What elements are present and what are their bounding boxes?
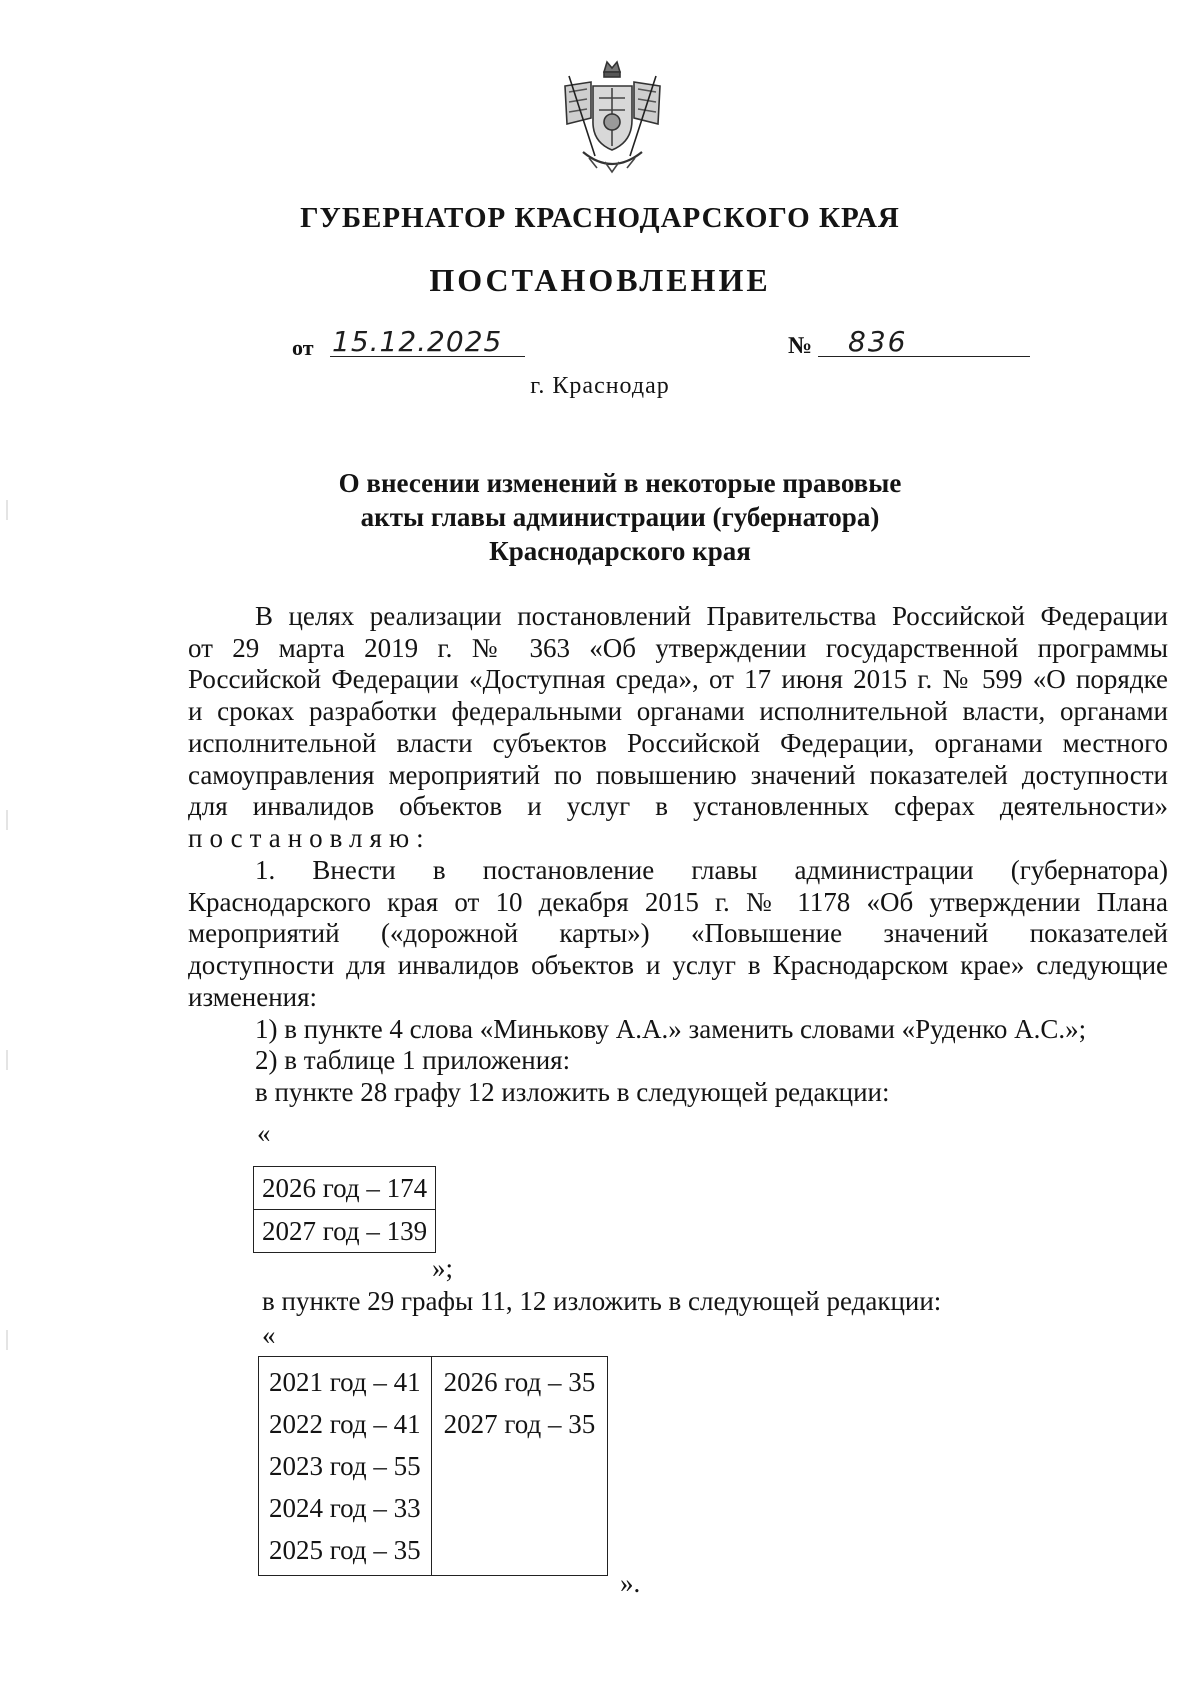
- preamble-paragraph: [188, 601, 1168, 855]
- table-cell: [254, 1210, 436, 1253]
- close-quote: »;: [432, 1253, 454, 1283]
- number-prefix: №: [788, 333, 813, 359]
- date-number-row: [0, 325, 1200, 365]
- text-line: Краснодарского края от 10 декабря 2015 г. № 1178 «Об утверждении Плана: [188, 886, 1168, 917]
- text-line: от 29 марта 2019 г. № 363 «Об утверждении государственной программы: [188, 632, 1168, 663]
- authority-heading: ГУБЕРНАТОР КРАСНОДАРСКОГО КРАЯ: [300, 202, 900, 234]
- cell-line: 2027 год – 139: [262, 1216, 428, 1246]
- table-row: [254, 1210, 436, 1253]
- cell-line: 2025 год – 35: [269, 1535, 421, 1565]
- document-type-heading: ПОСТАНОВЛЕНИЕ: [429, 262, 771, 298]
- text-line: 1. Внести в постановление главы администрации (губернатора): [255, 855, 1168, 885]
- point-29-instruction: в пункте 29 графы 11, 12 изложить в следующей редакции:: [262, 1286, 942, 1316]
- open-quote: «: [262, 1320, 276, 1350]
- cell-line: 2023 год – 55: [269, 1451, 421, 1481]
- date-underline: [330, 356, 525, 357]
- text-line: доступности для инвалидов объектов и услуг в Краснодарском крае» следующие: [188, 950, 1168, 981]
- table-cell: [254, 1167, 436, 1210]
- cell-line: 2027 год – 35: [443, 1409, 596, 1439]
- point-28-instruction: в пункте 28 графу 12 изложить в следующей редакции:: [255, 1076, 890, 1107]
- cell-line: 2022 год – 41: [269, 1409, 421, 1439]
- number-underline: [818, 356, 1030, 357]
- table-row: [254, 1167, 436, 1210]
- point-29-paragraph: [262, 1286, 1200, 1318]
- title-line: О внесении изменений в некоторые правовые: [338, 468, 902, 498]
- cell-line: 2026 год – 35: [443, 1367, 596, 1397]
- city: г. Краснодар: [530, 373, 670, 399]
- cell-line: 2024 год – 33: [269, 1493, 421, 1523]
- text-line: исполнительной власти субъектов Российской Федерации, органами местного: [188, 727, 1168, 758]
- document-date: 15.12.2025: [332, 325, 503, 358]
- column-12-cell: [431, 1357, 608, 1576]
- subitem-2: 2) в таблице 1 приложения:: [255, 1045, 571, 1076]
- column-11-cell: [259, 1357, 432, 1576]
- text-line: мероприятий («дорожной карты») «Повышение значений показателей: [188, 918, 1168, 949]
- title-line: акты главы администрации (губернатора): [360, 502, 880, 532]
- text-line: изменения:: [188, 981, 318, 1012]
- close-quote: ».: [620, 1568, 641, 1598]
- table-row: [259, 1357, 608, 1576]
- text-line: и сроках разработки федеральными органами исполнительной власти, органами: [188, 696, 1168, 727]
- scan-margin-marks: [6, 430, 9, 1430]
- item-1-paragraph: [188, 855, 1168, 1109]
- cell-line: 2026 год – 174: [262, 1173, 428, 1203]
- resolving-word: постановляю:: [188, 822, 431, 853]
- cell-line: 2021 год – 41: [269, 1367, 421, 1397]
- text-line: самоуправления мероприятий по повышению значений показателей доступности: [188, 759, 1168, 790]
- title-line: Краснодарского края: [489, 536, 751, 566]
- document-number: 836: [848, 325, 908, 358]
- subitem-1: 1) в пункте 4 слова «Минькову А.А.» заменить словами «Руденко А.С.»;: [255, 1013, 1087, 1044]
- coat-of-arms-icon: [555, 58, 670, 178]
- date-prefix: от: [292, 335, 314, 360]
- point-29-table: [258, 1356, 608, 1576]
- text-line: для инвалидов объектов и услуг в установленных сферах деятельности»: [188, 791, 1168, 822]
- open-quote: «: [257, 1118, 271, 1148]
- text-line: В целях реализации постановлений Правительства Российской Федерации: [255, 601, 1168, 631]
- document-title: [0, 466, 1200, 568]
- text-line: Российской Федерации «Доступная среда», от 17 июня 2015 г. № 599 «О порядке: [188, 664, 1168, 695]
- point-28-table: [253, 1166, 436, 1253]
